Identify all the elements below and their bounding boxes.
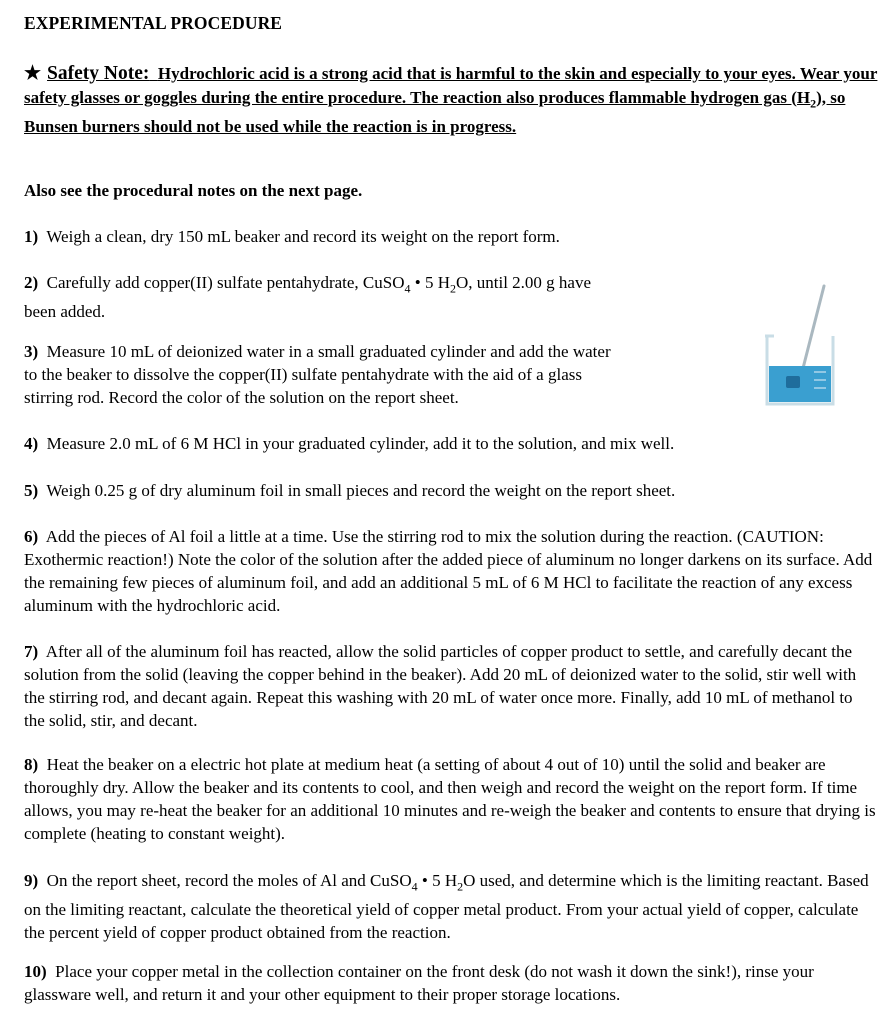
subscript: 4 [411,879,418,894]
step-text: Measure 10 mL of deionized water in a small graduated cylinder and add the water [46,342,611,361]
step-text: O, until 2.00 g have [455,273,592,292]
safety-text-1: Hydrochloric acid is a strong acid that is harmful to the skin and especially to your eyes. Wear your safety glasses or goggles during the entire procedure. The reaction also produces flammable hydrogen gas (H [24,64,878,107]
step-number: 8) [24,755,39,774]
beaker-with-stirring-rod-icon [764,282,838,408]
step-number: 1) [24,227,39,246]
procedural-notes-reference: Also see the procedural notes on the next page. [24,181,363,200]
step-10 [24,960,882,1006]
step-number: 5) [24,481,39,500]
step-number: 3) [24,342,39,361]
step-number: 2) [24,273,39,292]
subscript: 2 [449,281,456,296]
safety-note [24,62,879,139]
step-3 [24,340,754,409]
step-5 [24,479,879,502]
step-text: Weigh a clean, dry 150 mL beaker and record its weight on the report form. [46,227,560,246]
step-text: Heat the beaker on a electric hot plate at medium heat (a setting of about 4 out of 10) until the solid and beaker are thoroughly dry. Allow the beaker and its contents to cool, and then weigh and record the weight on the report form. If time allows, you may re-heat the beaker for an additional 10 minutes and re-weigh the beaker and contents to ensure that drying is complete (heating to constant weight). [24,755,876,843]
step-text: Add the pieces of Al foil a little at a time. Use the stirring rod to mix the solution during the reaction. (CAUTION: Exothermic reaction!) Note the color of the solution after the added piece of aluminum no longer darkens on its surface. Add the remaining few pieces of aluminum foil, and add an additional 5 mL of 6 M HCl to facilitate the reaction of any excess aluminum with the hydrochloric acid. [24,527,873,615]
step-number: 10) [24,962,47,981]
step-number: 9) [24,871,39,890]
step-6 [24,525,876,617]
step-4 [24,432,879,455]
page-title: EXPERIMENTAL PROCEDURE [24,13,283,33]
step-text: After all of the aluminum foil has reacted, allow the solid particles of copper product to settle, and carefully decant the solution from the solid (leaving the copper behind in the beaker). Add 20 mL of deionized water to the solid, stir well with the stirring rod, and decant again. Repeat this washing with 20 mL of water once more. Finally, add 10 mL of methanol to the solid, stir, and decant. [24,642,857,730]
step-8 [24,753,879,845]
step-text: Measure 2.0 mL of 6 M HCl in your graduated cylinder, add it to the solution, and mix well. [46,434,675,453]
step-number: 4) [24,434,39,453]
step-number: 7) [24,642,39,661]
step-7 [24,640,876,732]
stirring-rod [800,286,824,380]
subscript: 4 [404,281,411,296]
subscript: 2 [457,879,464,894]
step-number: 6) [24,527,39,546]
step-text: • 5 H [410,273,450,292]
step-text: Carefully add copper(II) sulfate pentahydrate, CuSO [46,273,405,292]
step-9 [24,869,882,944]
step-text: stirring rod. Record the color of the solution on the report sheet. [24,388,459,407]
safety-sub: 2 [810,95,817,110]
step-text: Weigh 0.25 g of dry aluminum foil in small pieces and record the weight on the report sheet. [46,481,676,500]
step-1 [24,225,879,248]
step-text: On the report sheet, record the moles of Al and CuSO [46,871,412,890]
step-text: to the beaker to dissolve the copper(II) sulfate pentahydrate with the aid of a glass [24,365,582,384]
step-2 [24,271,744,323]
step-text: been added. [24,302,106,322]
star-icon: ★ [24,63,42,84]
safety-text-2: ), so Bunsen burners should not be used while the reaction is in progress. [24,87,846,137]
step-text: • 5 H [417,871,458,890]
step-text: Place your copper metal in the collection container on the front desk (do not wash it down the sink!), rinse your glassware well, and return it and your other equipment to their proper storage locations. [24,962,814,1004]
safety-note-label: Safety Note: [47,63,150,84]
step-text: O used, and determine which is the limiting reactant. Based on the limiting reactant, calculate the theoretical yield of copper metal product. From your actual yield of copper, calculate the percent yield of copper product obtained from the reaction. [24,871,869,943]
solid-copper-sulfate [786,376,800,388]
